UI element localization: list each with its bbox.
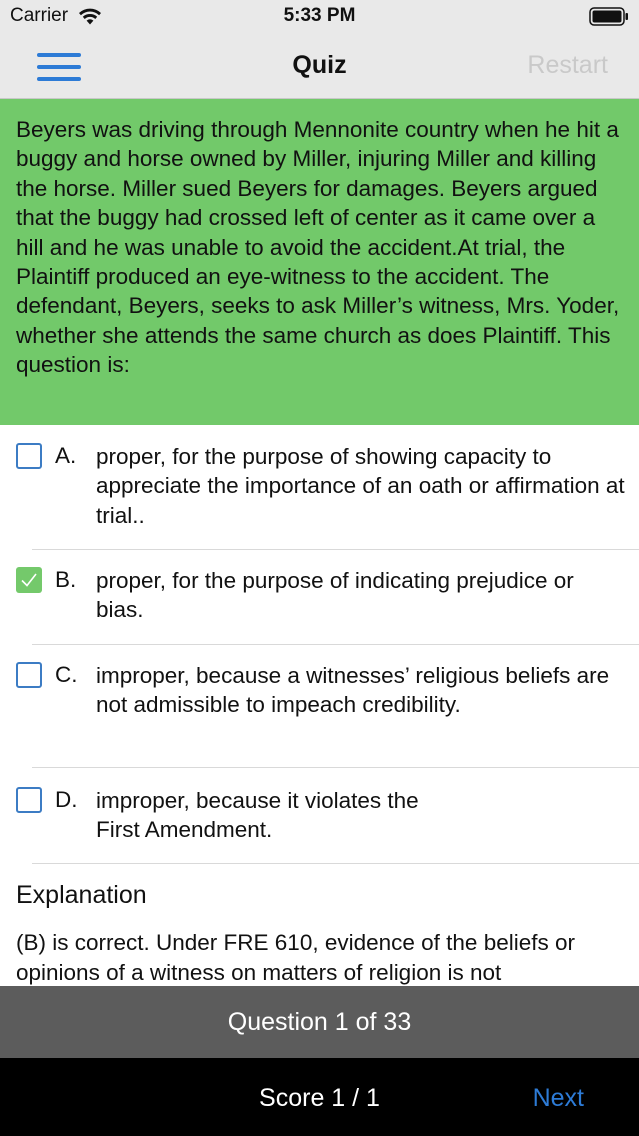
- checkbox-icon[interactable]: [16, 443, 42, 469]
- bottom-toolbar: [0, 1058, 639, 1136]
- explanation-text: (B) is correct. Under FRE 610, evidence of the beliefs or opinions of a witness on matters of religion is not: [16, 930, 575, 985]
- answer-letter: C.: [55, 662, 78, 687]
- answer-text: improper, because a witnesses’ religious beliefs are not admissible to impeach credibility.: [96, 663, 610, 718]
- answer-option-b[interactable]: [0, 550, 639, 644]
- answer-letter: D.: [55, 787, 78, 812]
- checkmark-icon[interactable]: [16, 567, 42, 593]
- checkbox-icon[interactable]: [16, 662, 42, 688]
- answer-text: proper, for the purpose of showing capacity to appreciate the importance of an oath or affirmation at trial..: [96, 444, 625, 528]
- question-panel: [0, 99, 639, 425]
- explanation-heading: Explanation: [16, 881, 147, 909]
- question-progress-bar: [0, 986, 639, 1058]
- carrier-label: Carrier: [10, 5, 69, 26]
- score-label: Score 1 / 1: [259, 1084, 380, 1112]
- status-time: 5:33 PM: [283, 5, 356, 26]
- question-counter: Question 1 of 33: [227, 1008, 412, 1036]
- next-button[interactable]: Next: [532, 1084, 584, 1112]
- divider: [32, 863, 639, 864]
- page-title: Quiz: [292, 51, 347, 79]
- battery-icon: [589, 7, 629, 26]
- restart-button[interactable]: Restart: [527, 51, 608, 79]
- navigation-bar: [0, 34, 639, 99]
- answer-option-d[interactable]: [0, 768, 639, 863]
- question-text: Beyers was driving through Mennonite country when he hit a buggy and horse owned by Miller, injuring Miller and killing the horse. Miller sued Beyers for damages. Beyers argued that the buggy had crossed left of center as it came over a hill and he was unable to avoid the accident.At trial, the Plaintiff produced an eye-witness to the accident. The defendant, Beyers, seeks to ask Miller’s witness, Mrs. Yoder, whether she attends the same church as does Plaintiff. This question is:: [16, 117, 620, 378]
- answer-text: improper, because it violates the First Amendment.: [96, 788, 419, 843]
- checkbox-icon[interactable]: [16, 787, 42, 813]
- answer-letter: B.: [55, 567, 77, 592]
- status-bar: [0, 0, 639, 34]
- answer-text: proper, for the purpose of indicating prejudice or bias.: [96, 568, 574, 623]
- answer-option-a[interactable]: [0, 425, 639, 549]
- answer-letter: A.: [55, 443, 77, 468]
- answer-option-c[interactable]: [0, 645, 639, 767]
